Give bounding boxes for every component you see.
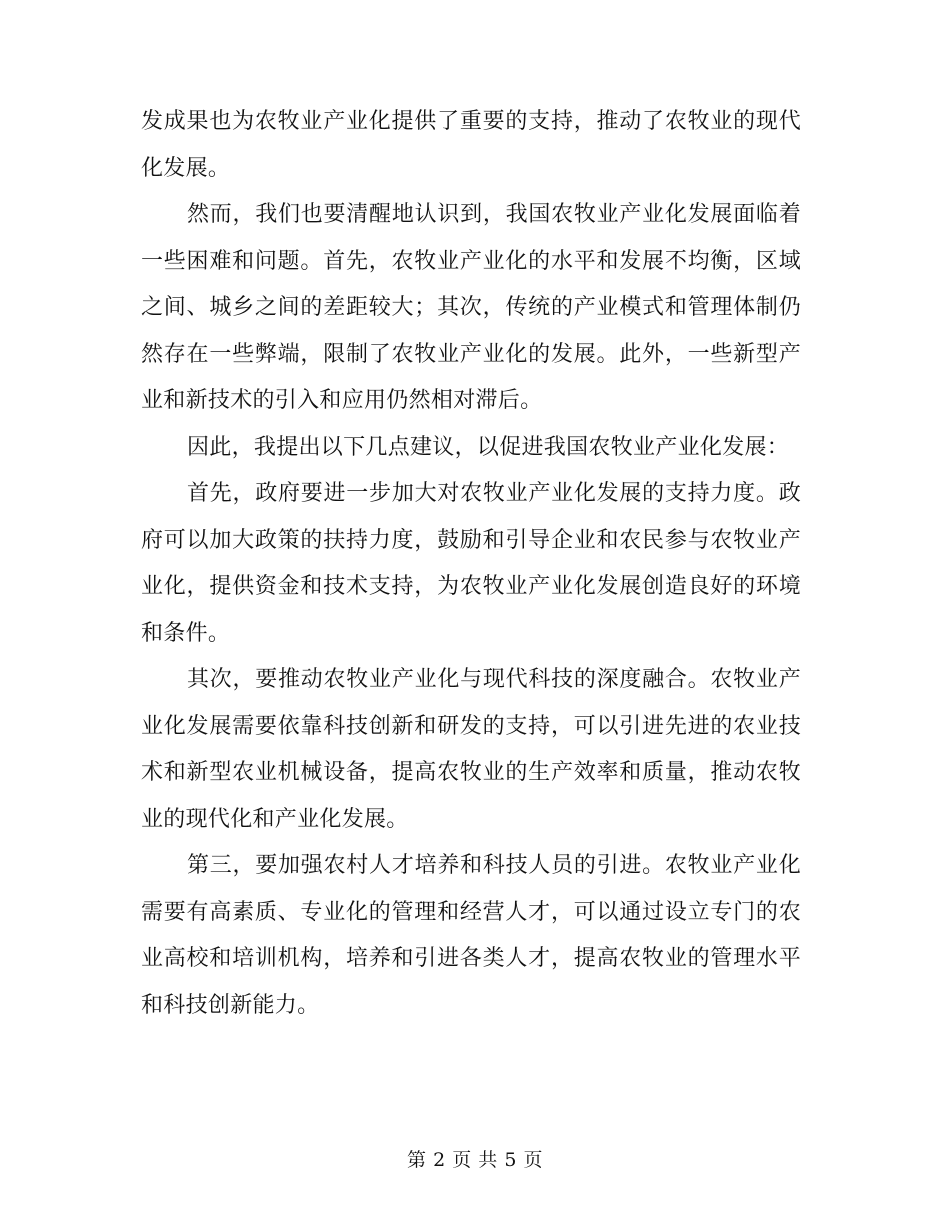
current-page-number: 2	[433, 1149, 446, 1171]
paragraph-1: 发成果也为农牧业产业化提供了重要的支持，推动了农牧业的现代化发展。	[141, 109, 801, 181]
paragraph-4: 首先，政府要进一步加大对农牧业产业化发展的支持力度。政府可以加大政策的扶持力度，鼓励和引导企业和农民参与农牧业产业化，提供资金和技术支持，为农牧业产业化发展创造良好的环境和条件。	[141, 481, 801, 646]
document-body	[141, 99, 801, 1029]
paragraph-5: 其次，要推动农牧业产业化与现代科技的深度融合。农牧业产业化发展需要依靠科技创新和研发的支持，可以引进先进的农业技术和新型农业机械设备，提高农牧业的生产效率和质量，推动农牧业的现代化和产业化发展。	[141, 667, 801, 832]
paragraph-6: 第三，要加强农村人才培养和科技人员的引进。农牧业产业化需要有高素质、专业化的管理和经营人才，可以通过设立专门的农业高校和培训机构，培养和引进各类人才，提高农牧业的管理水平和科技创新能力。	[141, 853, 801, 1018]
paragraph-3: 因此，我提出以下几点建议，以促进我国农牧业产业化发展：	[187, 434, 790, 460]
footer-label-page: 页	[452, 1149, 472, 1171]
footer-label-total: 共	[478, 1149, 498, 1171]
page-footer	[0, 1145, 950, 1172]
paragraph-2: 然而，我们也要清醒地认识到，我国农牧业产业化发展面临着一些困难和问题。首先，农牧业产业化的水平和发展不均衡，区域之间、城乡之间的差距较大；其次，传统的产业模式和管理体制仍然存在一些弊端，限制了农牧业产业化的发展。此外，一些新型产业和新技术的引入和应用仍然相对滞后。	[141, 202, 801, 413]
footer-label-prefix: 第	[407, 1149, 427, 1171]
total-pages-number: 5	[504, 1149, 517, 1171]
footer-label-suffix: 页	[523, 1149, 543, 1171]
